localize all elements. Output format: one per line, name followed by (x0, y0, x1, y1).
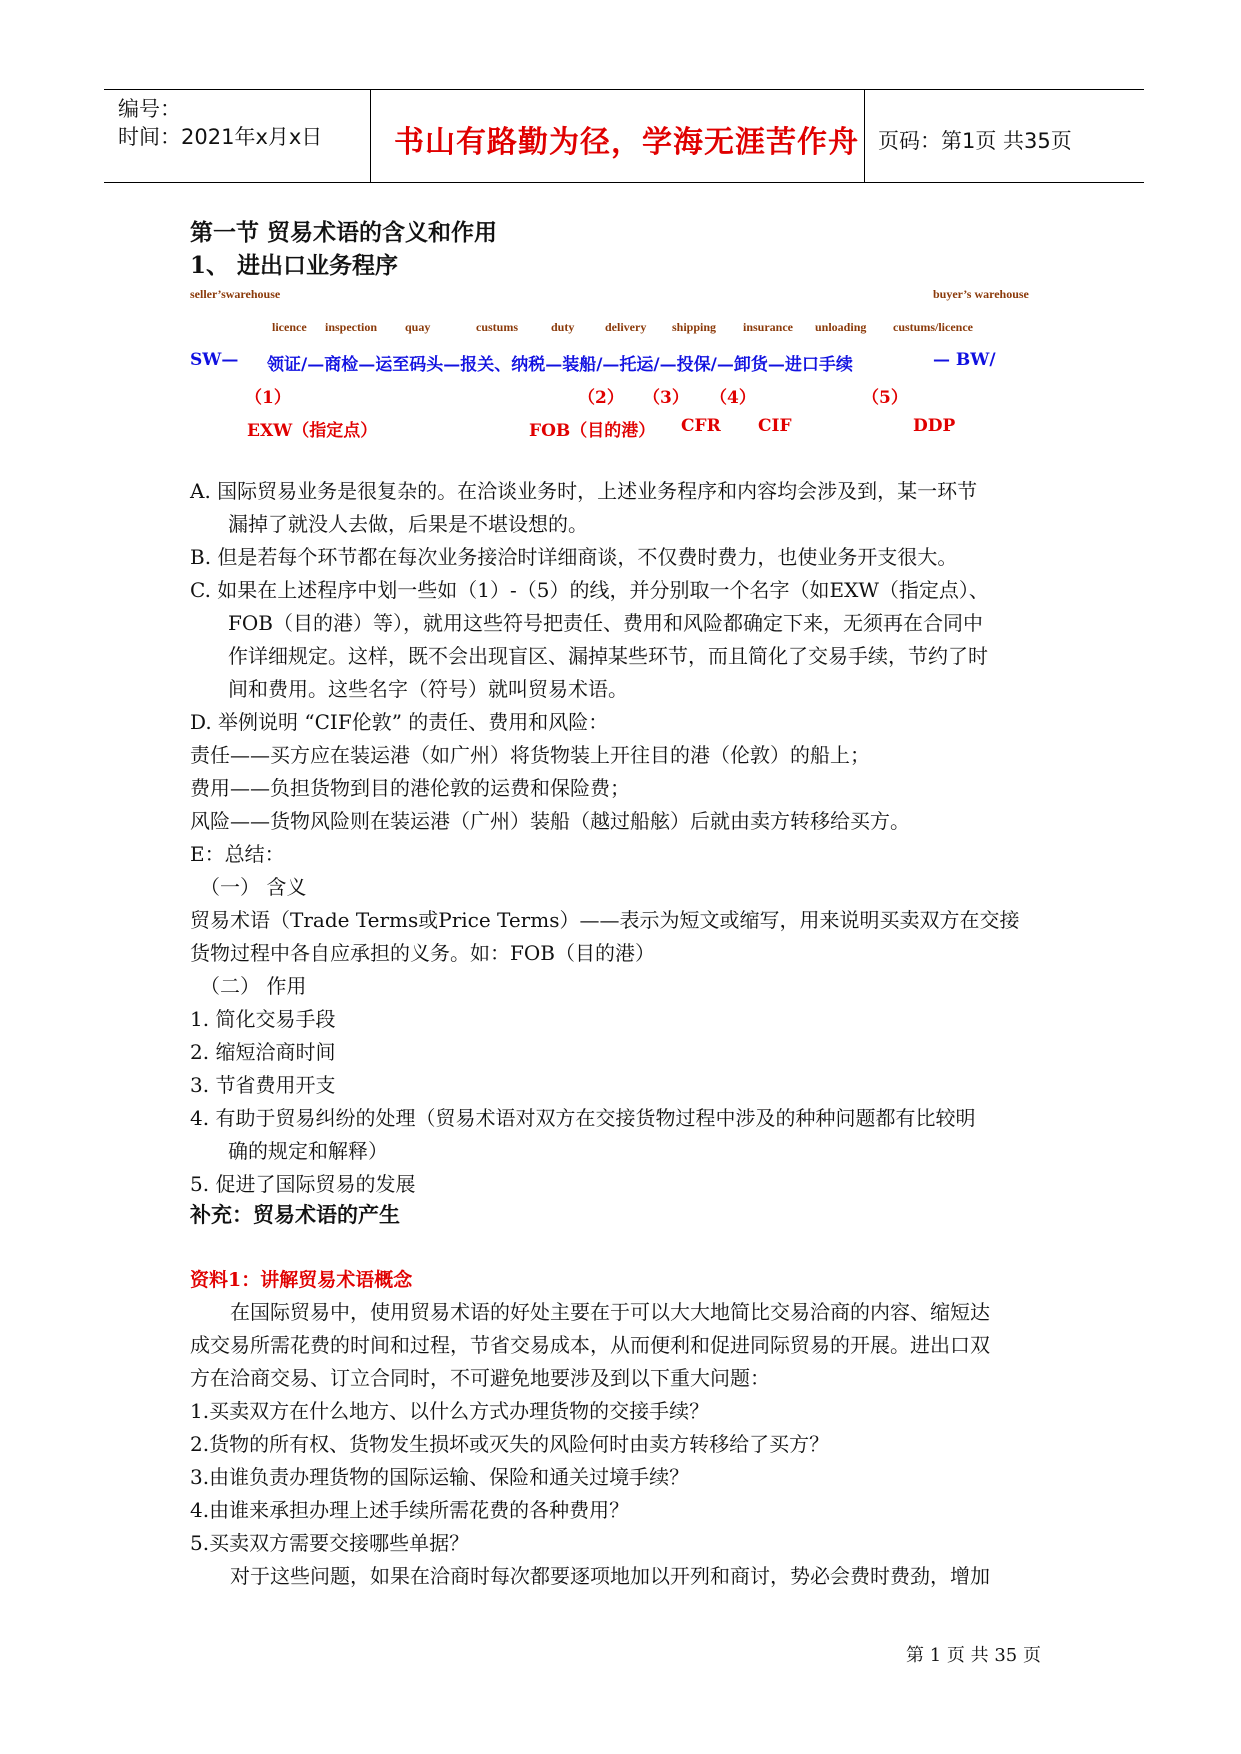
step-custums: custums (476, 320, 519, 334)
paragraph-c-line-2: FOB（目的港）等），就用这些符号把责任、费用和风险都确定下来，无须再在合同中 (228, 611, 983, 635)
material-question-4: 4.由谁来承担办理上述手续所需花费的各种费用？ (190, 1498, 630, 1522)
step-duty: duty (551, 320, 575, 334)
term-fob: FOB（目的港） (529, 421, 656, 441)
paragraph-a-line-2: 漏掉了就没人去做，后果是不堪设想的。 (228, 512, 588, 536)
meaning-line-2: 货物过程中各自应承担的义务。如：FOB（目的港） (190, 941, 655, 965)
function-item-4-line-1: 4. 有助于贸易纠纷的处理（贸易术语对双方在交接货物过程中涉及的种种问题都有比较明 (190, 1106, 976, 1130)
meaning-heading: （一） 含义 (200, 875, 307, 899)
header-top-rule (104, 89, 1144, 90)
step-insurance: insurance (743, 320, 794, 334)
material-line-3: 方在洽商交易、订立合同时，不可避免地要涉及到以下重大问题： (190, 1366, 770, 1390)
material-question-1: 1.买卖双方在什么地方、以什么方式办理货物的交接手续？ (190, 1399, 710, 1423)
function-heading: （二） 作用 (200, 974, 307, 998)
paragraph-b: B. 但是若每个环节都在每次业务接洽时详细商谈，不仅费时费力，也使业务开支很大。 (190, 545, 958, 569)
step-custums-licence: custums/licence (893, 320, 973, 334)
function-item-4-line-2: 确的规定和解释） (228, 1139, 388, 1163)
term-cfr: CFR (681, 416, 721, 436)
step-unloading: unloading (815, 320, 867, 334)
function-item-1: 1. 简化交易手段 (190, 1007, 336, 1031)
cost-line: 费用——负担货物到目的港伦敦的运费和保险费； (190, 776, 630, 800)
header-time-label: 时间：2021年x月x日 (118, 125, 323, 149)
paragraph-a-line-1: A. 国际贸易业务是很复杂的。在洽谈业务时，上述业务程序和内容均会涉及到，某一环节 (190, 479, 978, 503)
term-cif: CIF (758, 416, 792, 436)
header-page-label: 页码：第1页 共35页 (878, 129, 1072, 153)
flow-bw: — BW/ (933, 350, 996, 370)
buyer-warehouse-label: buyer’s warehouse (933, 287, 1029, 301)
marker-2: （2） (578, 388, 624, 408)
risk-line: 风险——货物风险则在装运港（广州）装船（越过船舷）后就由卖方转移给买方。 (190, 809, 910, 833)
flow-sw: SW— (190, 350, 239, 370)
marker-1: （1） (245, 388, 291, 408)
marker-3: （3） (643, 388, 689, 408)
material-line-last: 对于这些问题，如果在洽商时每次都要逐项地加以开列和商讨，势必会费时费劲，增加 (230, 1564, 990, 1588)
header-number-label: 编号： (118, 97, 181, 121)
step-quay: quay (405, 320, 431, 334)
paragraph-d: D. 举例说明 “CIF伦敦” 的责任、费用和风险： (190, 710, 609, 734)
page-footer: 第 1 页 共 35 页 (906, 1645, 1041, 1666)
header-divider-right (864, 89, 865, 183)
function-item-5: 5. 促进了国际贸易的发展 (190, 1172, 416, 1196)
material-question-2: 2.货物的所有权、货物发生损坏或灭失的风险何时由卖方转移给了买方？ (190, 1432, 830, 1456)
function-item-2: 2. 缩短洽商时间 (190, 1040, 336, 1064)
marker-5: （5） (862, 388, 908, 408)
supplement-title: 补充：贸易术语的产生 (190, 1202, 400, 1227)
marker-4: （4） (710, 388, 756, 408)
step-shipping: shipping (672, 320, 717, 334)
material-question-5: 5.买卖双方需要交接哪些单据？ (190, 1531, 470, 1555)
material-line-1: 在国际贸易中，使用贸易术语的好处主要在于可以大大地简比交易洽商的内容、缩短达 (230, 1300, 990, 1324)
subsection-title: 1、 进出口业务程序 (190, 252, 399, 279)
material-title: 资料1：讲解贸易术语概念 (190, 1269, 413, 1291)
term-exw: EXW（指定点） (247, 421, 378, 441)
meaning-line-1: 贸易术语（Trade Terms或Price Terms）——表示为短文或缩写，用来说明买卖双方在交接 (190, 908, 1020, 932)
header-bottom-rule (104, 182, 1144, 183)
paragraph-c-line-4: 间和费用。这些名字（符号）就叫贸易术语。 (228, 677, 628, 701)
header-divider-left (370, 89, 371, 183)
flow-steps: 领证/—商检—运至码头—报关、纳税—装船/—托运/—投保/—卸货—进口手续 (267, 355, 853, 375)
step-licence: licence (272, 320, 307, 334)
material-line-2: 成交易所需花费的时间和过程，节省交易成本，从而便利和促进同际贸易的开展。进出口双 (190, 1333, 990, 1357)
summary-label: E：总结： (190, 842, 285, 866)
paragraph-c-line-1: C. 如果在上述程序中划一些如（1）-（5）的线，并分别取一个名字（如EXW（指定点）、 (190, 578, 989, 602)
paragraph-c-line-3: 作详细规定。这样，既不会出现盲区、漏掉某些环节，而且简化了交易手续，节约了时 (228, 644, 988, 668)
step-delivery: delivery (605, 320, 647, 334)
header-motto: 书山有路勤为径，学海无涯苦作舟 (394, 125, 859, 160)
function-item-3: 3. 节省费用开支 (190, 1073, 336, 1097)
seller-warehouse-label: seller’swarehouse (190, 287, 281, 301)
responsibility-line: 责任——买方应在装运港（如广州）将货物装上开往目的港（伦敦）的船上； (190, 743, 870, 767)
material-question-3: 3.由谁负责办理货物的国际运输、保险和通关过境手续？ (190, 1465, 690, 1489)
step-inspection: inspection (325, 320, 378, 334)
section-title: 第一节 贸易术语的含义和作用 (190, 219, 498, 246)
term-ddp: DDP (913, 416, 956, 436)
